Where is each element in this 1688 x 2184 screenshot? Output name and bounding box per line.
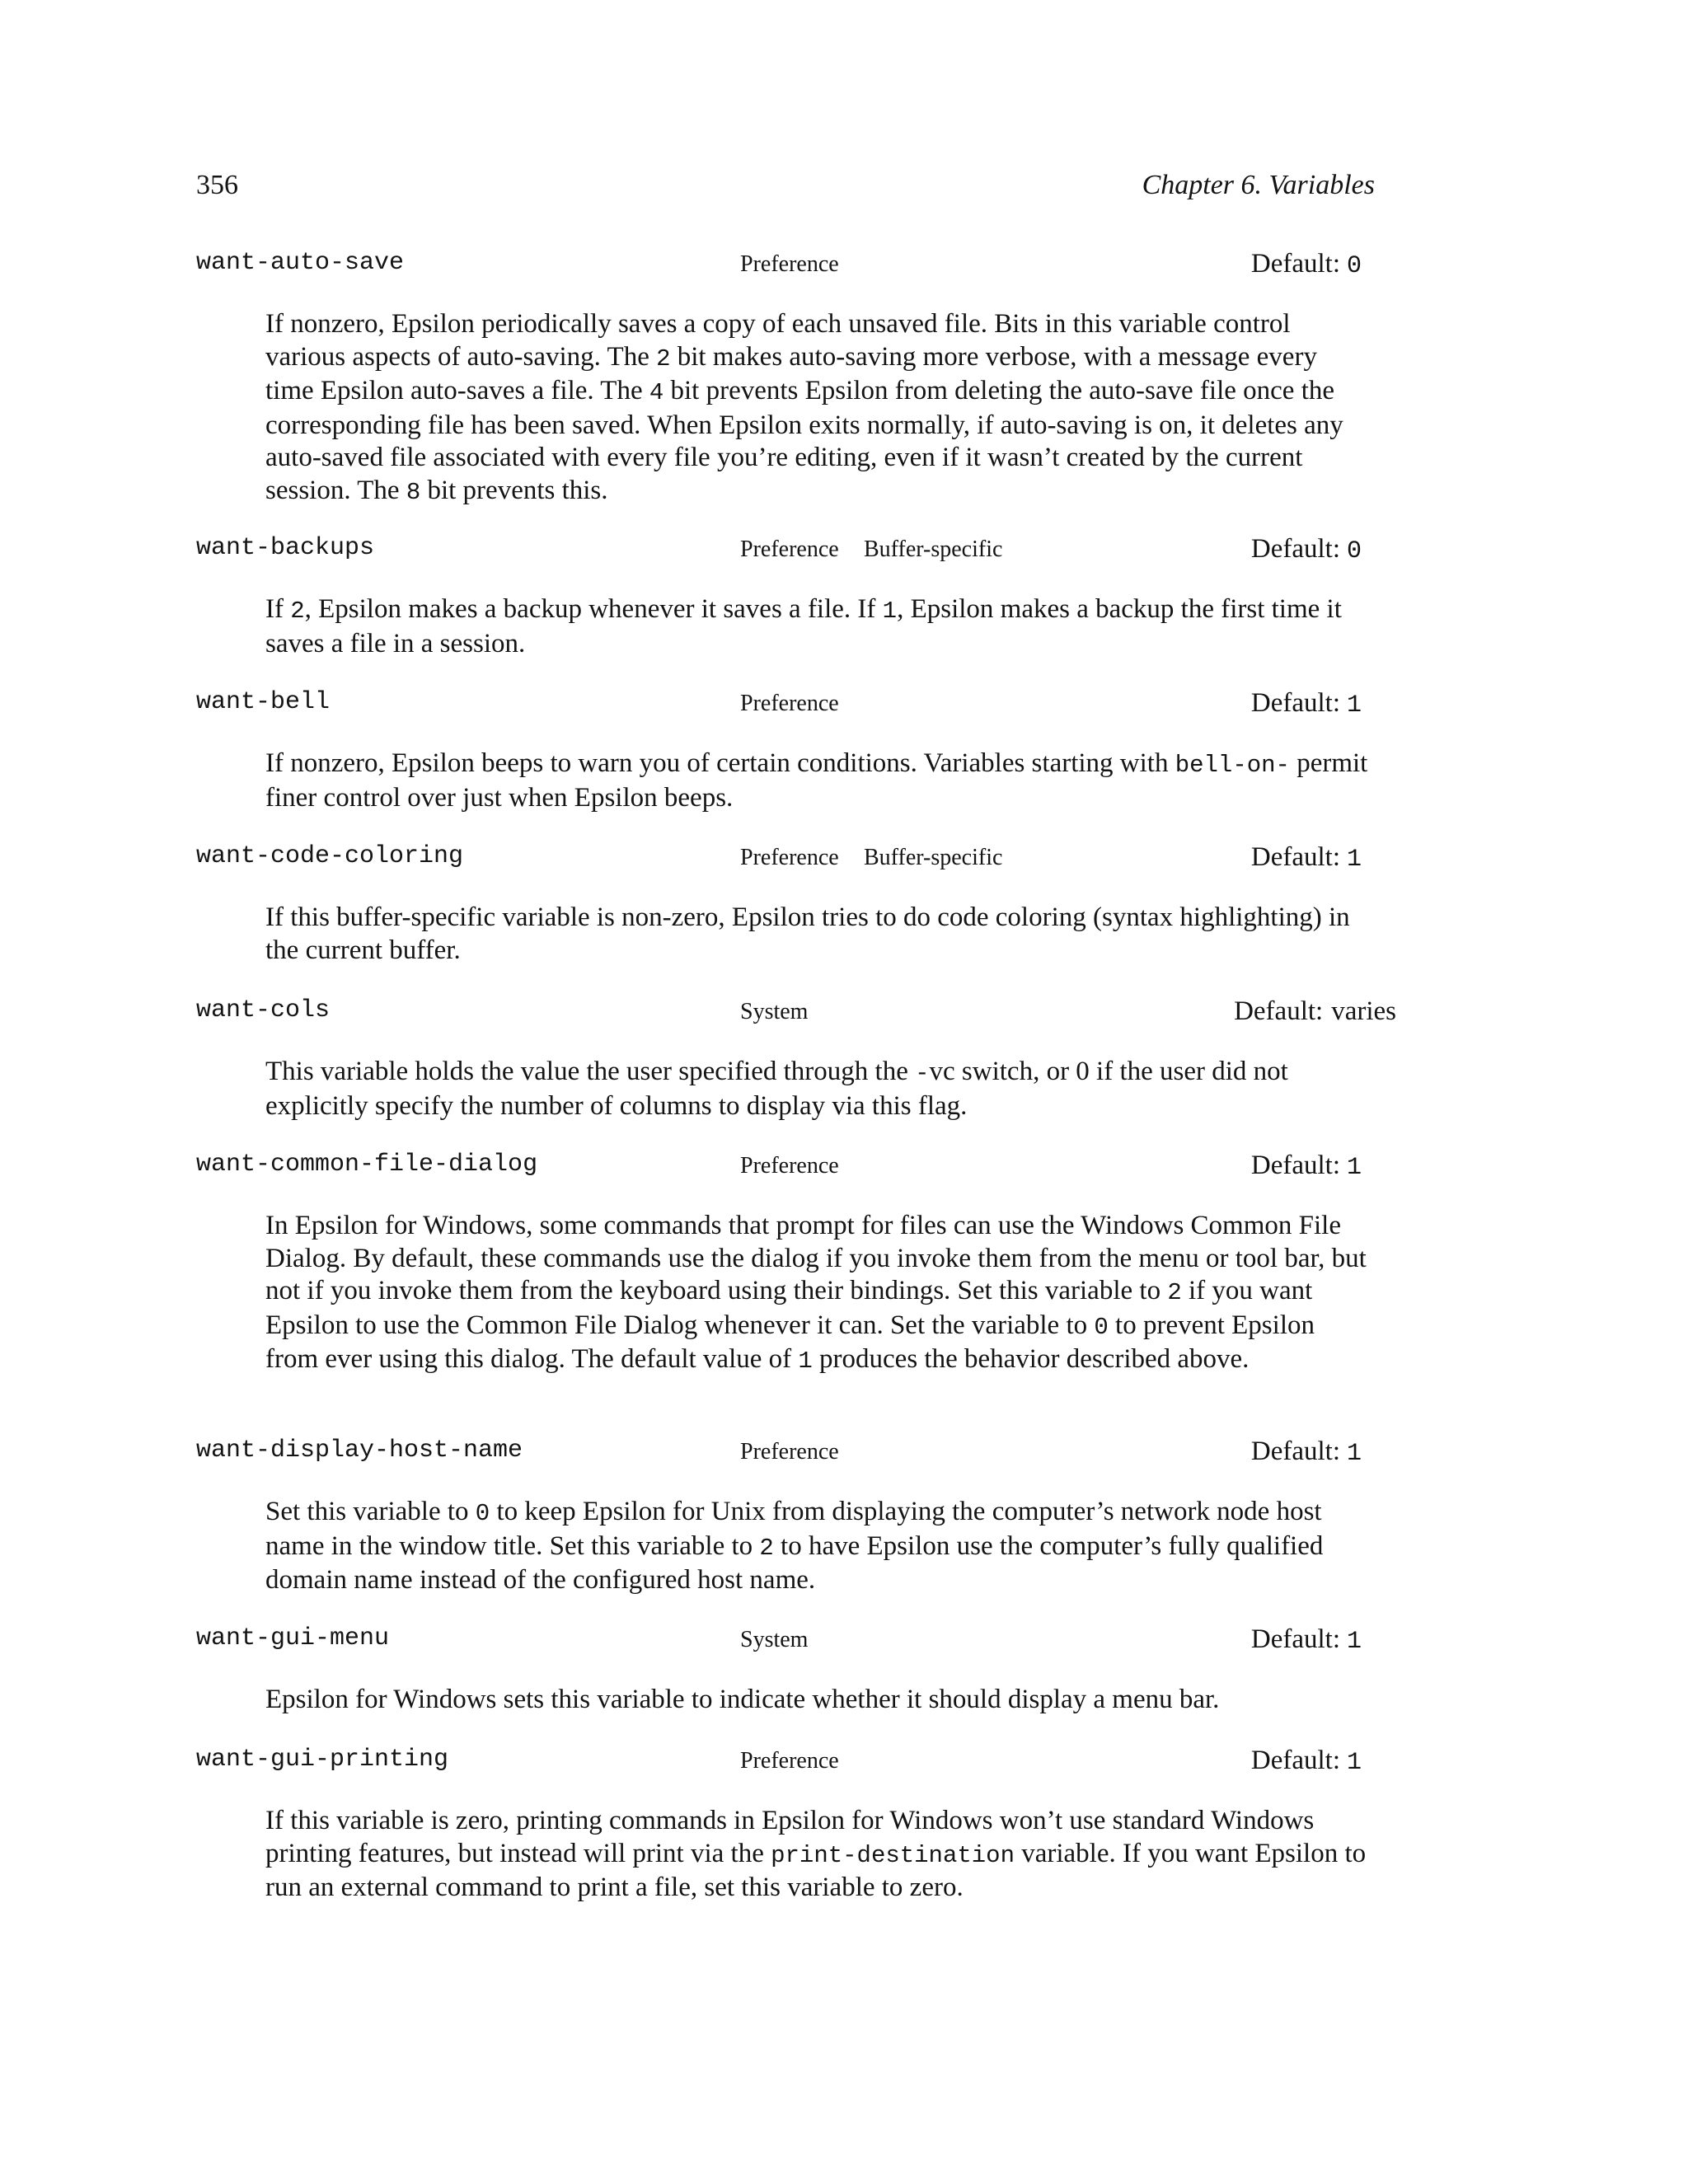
variable-name: want-code-coloring [196,842,464,870]
chapter-title: Chapter 6. Variables [1142,170,1375,200]
entry-heading [196,249,1375,285]
variable-name: want-backups [196,534,375,562]
default-value: Default: 1 [1250,1436,1362,1468]
variable-entry-want-bell [196,688,1375,814]
variable-class: Preference [740,691,839,716]
default-value: Default: 1 [1250,1151,1362,1182]
variable-description: This variable holds the value the user specified through the -vc switch, or 0 if the user did not explicitly specify the number of columns to display via this flag. [265,1057,1288,1121]
entry-heading [196,534,1375,570]
variable-scope: Buffer-specific [864,537,1003,562]
variable-entry-want-code-coloring [196,842,1375,967]
entry-heading [196,1746,1375,1782]
variable-description: If this variable is zero, printing commands in Epsilon for Windows won’t use standard Windows printing features, but instead will print via the print-destination variable. If you want Epsilon to run an external command to print a file, set this variable to zero. [265,1806,1367,1902]
variable-name: want-bell [196,688,331,716]
variable-description: If nonzero, Epsilon periodically saves a copy of each unsaved file. Bits in this variable control various aspects of auto-saving. The 2 bit makes auto-saving more verbose, with a message every time Epsilon auto-saves a file. The 4 bit prevents Epsilon from deleting the auto-save file once the corresponding file has been saved. When Epsilon exits normally, if auto-saving is on, it deletes any auto-saved file associated with every file you’re editing, even if it wasn’t created by the current session. The 8 bit prevents this. [265,309,1343,506]
variable-description: In Epsilon for Windows, some commands that prompt for files can use the Windows Common File Dialog. By default, these commands use the dialog if you invoke them from the menu or tool bar, but not if you invoke them from the keyboard using their bindings. Set this variable to 2 if you want Epsilon to use the Common File Dialog whenever it can. Set the variable to 0 to prevent Epsilon from ever using this dialog. The default value of 1 produces the behavior described above. [265,1211,1367,1375]
variable-class: Preference [740,1439,839,1465]
variable-name: want-gui-menu [196,1624,390,1652]
entry-heading [196,688,1375,724]
default-value: Default: 1 [1250,1746,1362,1777]
variable-class: Preference [740,845,839,870]
page-number: 356 [196,170,238,200]
default-value: Default: 1 [1250,1624,1362,1656]
entry-heading [196,996,1396,1033]
variable-name: want-display-host-name [196,1436,523,1465]
variable-class: System [740,1627,809,1652]
variable-class: System [740,999,809,1024]
variable-entry-want-cols [196,996,1396,1122]
variable-class: Preference [740,1748,839,1774]
default-value: Default: 0 [1250,249,1362,280]
variable-class: Preference [740,251,839,277]
variable-class: Preference [740,1153,839,1179]
variable-class: Preference [740,537,839,562]
variable-name: want-cols [196,996,331,1024]
variable-name: want-common-file-dialog [196,1151,538,1179]
variable-entry-want-gui-menu [196,1624,1375,1717]
entry-heading [196,1151,1375,1187]
variable-entry-want-common-file-dialog [196,1151,1375,1378]
page-header [196,170,1375,211]
variable-entry-want-backups [196,534,1375,660]
variable-description: If 2, Epsilon makes a backup whenever it saves a file. If 1, Epsilon makes a backup the first time it saves a file in a session. [265,594,1342,658]
default-value: Default: 1 [1250,688,1362,719]
variable-description: Set this variable to 0 to keep Epsilon for Unix from displaying the computer’s network node host name in the window title. Set this variable to 2 to have Epsilon use the computer’s fully qualified domain name instead of the configured host name. [265,1497,1324,1595]
entry-heading [196,1436,1375,1473]
variable-name: want-gui-printing [196,1746,449,1774]
variable-scope: Buffer-specific [864,845,1003,870]
variable-name: want-auto-save [196,249,405,277]
default-value: Default: 1 [1250,842,1362,874]
default-value: Default: 0 [1250,534,1362,565]
variable-entry-want-display-host-name [196,1436,1375,1597]
variable-description: Epsilon for Windows sets this variable to indicate whether it should display a menu bar. [265,1685,1220,1714]
entry-heading [196,1624,1375,1661]
variable-description: If nonzero, Epsilon beeps to warn you of certain conditions. Variables starting with bell-on- permit finer control over just when Epsilon beeps. [265,748,1368,813]
entry-heading [196,842,1375,879]
variable-entry-want-gui-printing [196,1746,1375,1905]
variable-description: If this buffer-specific variable is non-zero, Epsilon tries to do code coloring (syntax highlighting) in the current buffer. [265,902,1350,965]
default-value: Default: varies [1234,996,1396,1026]
variable-entry-want-auto-save [196,249,1375,509]
